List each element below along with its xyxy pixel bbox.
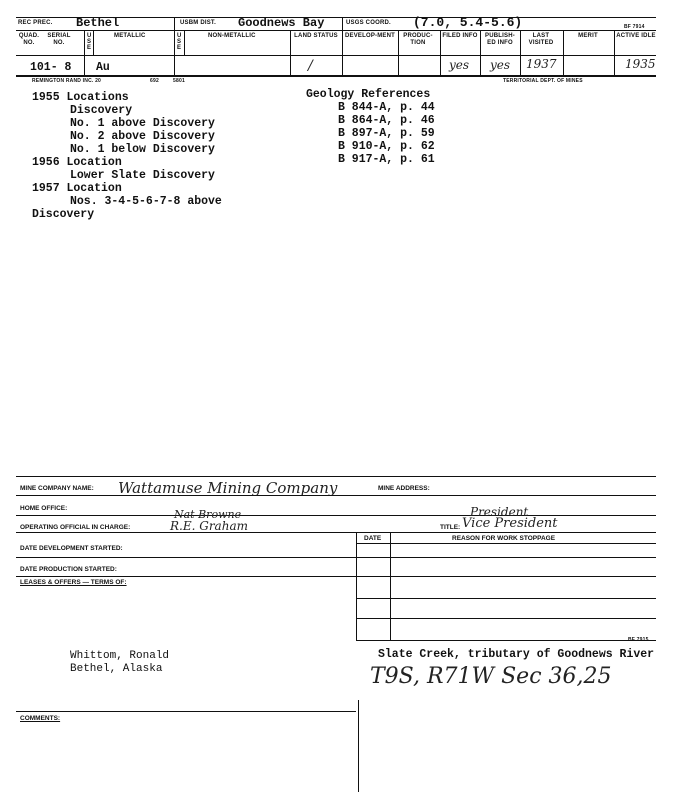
- rule: [16, 495, 656, 496]
- divider: [290, 31, 291, 75]
- last-visited-value: 1937: [526, 57, 557, 71]
- divider: [614, 31, 615, 75]
- col-serial-no: SERIAL NO.: [47, 33, 71, 46]
- mine-company-label: MINE COMPANY NAME:: [20, 485, 94, 492]
- col-metallic: METALLIC: [114, 33, 146, 39]
- col-quad-no: QUAD. NO.: [18, 33, 40, 46]
- location-line: 1956 Location: [32, 156, 122, 169]
- col-published-info: PUBLISH-ED INFO: [485, 33, 515, 46]
- divider: [342, 17, 343, 30]
- divider: [174, 31, 175, 75]
- form-number: BF 7914: [624, 24, 645, 30]
- col-land-status: LAND STATUS: [294, 33, 338, 39]
- date-column-label: DATE: [364, 535, 382, 542]
- geology-title: Geology References: [306, 88, 431, 101]
- title-label: TITLE:: [440, 524, 461, 531]
- geology-ref: B 910-A, p. 62: [338, 140, 435, 153]
- divider: [356, 532, 357, 640]
- rule: [16, 532, 656, 533]
- rec-prec-value: Bethel: [76, 16, 120, 30]
- usgs-coord-label: USGS COORD.: [346, 20, 391, 26]
- location-line: Discovery: [70, 104, 133, 117]
- location-line: Nos. 3-4-5-6-7-8 above: [70, 195, 222, 208]
- header-bottom-rule: [16, 30, 656, 31]
- leases-offers-label: LEASES & OFFERS — TERMS OF:: [20, 579, 127, 586]
- operating-official-value-1: Nat Browne: [174, 508, 242, 521]
- divider: [358, 700, 359, 792]
- col-non-metallic: NON-METALLIC: [208, 33, 256, 39]
- geology-ref: B 864-A, p. 46: [338, 114, 435, 127]
- location-line: No. 1 above Discovery: [70, 117, 215, 130]
- mine-company-value: Wattamuse Mining Company: [118, 479, 338, 497]
- operating-official-label: OPERATING OFFICIAL IN CHARGE:: [20, 524, 131, 531]
- col-development: DEVELOP-MENT: [344, 33, 396, 39]
- rule: [16, 515, 656, 516]
- geology-ref: B 844-A, p. 44: [338, 101, 435, 114]
- title-value-1: President: [470, 505, 529, 519]
- owner-name: Whittom, Ronald: [70, 650, 170, 662]
- geology-ref: B 917-A, p. 61: [338, 153, 435, 166]
- divider: [174, 17, 175, 30]
- legal-description: T9S, R71W Sec 36,25: [370, 664, 612, 689]
- divider: [563, 31, 564, 75]
- lower-top-rule: [16, 476, 656, 477]
- divider: [520, 31, 521, 75]
- col-merit: MERIT: [578, 33, 598, 39]
- rule: [356, 618, 656, 619]
- form-number-2: BF 7915: [628, 637, 649, 643]
- col-production: PRODUC-TION: [403, 33, 433, 46]
- rule: [16, 576, 656, 577]
- columns-rule: [16, 55, 656, 56]
- row-bottom-rule: [16, 75, 656, 77]
- location-description: Slate Creek, tributary of Goodnews River: [378, 648, 655, 661]
- divider: [480, 31, 481, 75]
- filed-info-value: yes: [449, 58, 470, 72]
- imprint-code-1: 692: [150, 78, 159, 84]
- rule: [356, 598, 656, 599]
- location-line: Discovery: [32, 208, 95, 221]
- col-active-idle: ACTIVE IDLE: [616, 33, 656, 39]
- col-last-visited: LAST VISITED: [528, 33, 554, 46]
- comments-label: COMMENTS:: [20, 715, 61, 722]
- divider: [440, 31, 441, 75]
- divider: [84, 31, 85, 75]
- divider: [390, 532, 391, 640]
- published-info-value: yes: [490, 58, 511, 72]
- divider: [342, 31, 343, 75]
- metallic-value: Au: [96, 61, 110, 74]
- location-line: 1955 Locations: [32, 91, 129, 104]
- reason-column-label: REASON FOR WORK STOPPAGE: [452, 535, 556, 542]
- title-value-2: Vice President: [462, 516, 558, 531]
- usgs-coord-value: (7.0, 5.4-5.6): [413, 15, 523, 30]
- geology-references: [306, 88, 506, 166]
- rule: [356, 640, 656, 641]
- rule: [16, 557, 656, 558]
- imprint-code-2: 5801: [173, 78, 185, 84]
- usbm-dist-label: USBM DIST.: [180, 20, 217, 26]
- col-use-2: U S E: [177, 33, 182, 51]
- location-line: No. 1 below Discovery: [70, 143, 215, 156]
- operating-official-value-2: R.E. Graham: [170, 519, 248, 533]
- remington-imprint: REMINGTON RAND INC. 20: [32, 78, 102, 84]
- date-development-label: DATE DEVELOPMENT STARTED:: [20, 545, 123, 552]
- quad-serial-value: 101- 8: [30, 61, 72, 74]
- col-filed-info: FILED INFO: [442, 33, 478, 39]
- location-line: 1957 Location: [32, 182, 122, 195]
- col-use-1: U S E: [87, 33, 92, 51]
- territorial-dept: TERRITORIAL DEPT. OF MINES: [503, 78, 583, 84]
- land-status-value: /: [308, 58, 313, 74]
- locations-list: [32, 91, 292, 221]
- divider: [93, 31, 94, 55]
- rule: [356, 543, 656, 544]
- rec-prec-label: REC PREC.: [18, 20, 53, 26]
- geology-ref: B 897-A, p. 59: [338, 127, 435, 140]
- divider: [398, 31, 399, 75]
- owner-city: Bethel, Alaska: [70, 663, 163, 675]
- rule: [16, 711, 356, 712]
- mine-address-label: MINE ADDRESS:: [378, 485, 430, 492]
- location-line: No. 2 above Discovery: [70, 130, 215, 143]
- usbm-dist-value: Goodnews Bay: [238, 16, 325, 30]
- divider: [184, 31, 185, 55]
- date-production-label: DATE PRODUCTION STARTED:: [20, 566, 117, 573]
- home-office-label: HOME OFFICE:: [20, 505, 68, 512]
- active-idle-value: 1935: [625, 57, 656, 71]
- location-line: Lower Slate Discovery: [70, 169, 215, 182]
